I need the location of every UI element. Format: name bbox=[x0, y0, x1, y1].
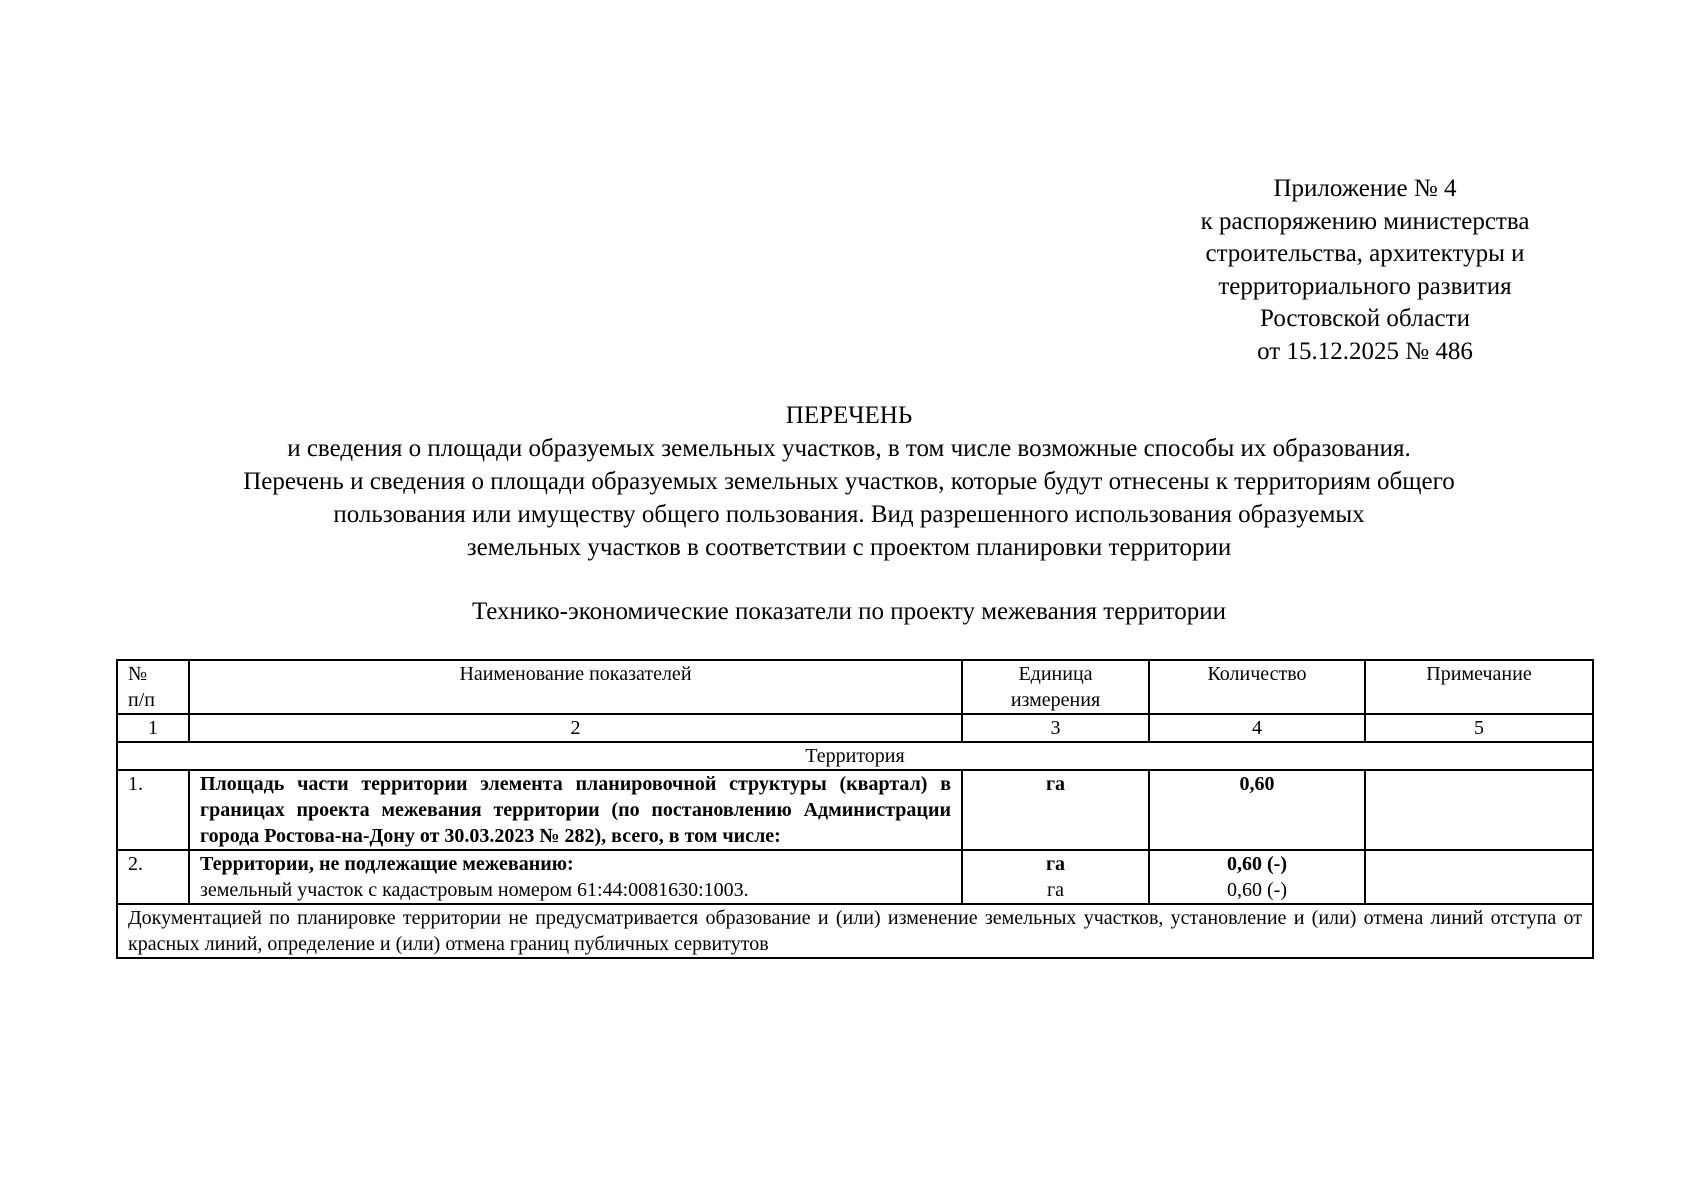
footnote-row bbox=[117, 904, 1593, 958]
header-num bbox=[117, 660, 189, 714]
row-sub-unit: га bbox=[1046, 879, 1065, 901]
appendix-line: к распоряжению министерства bbox=[1200, 207, 1530, 235]
heading-line: земельных участков в соответствии с проектом планировки территории bbox=[466, 534, 1232, 561]
section-label: Территория bbox=[117, 742, 1593, 770]
header-name: Наименование показателей bbox=[189, 660, 962, 714]
appendix-line: территориального развития bbox=[1218, 272, 1512, 300]
row-name: Площадь части территории элемента планировочной структуры (квартал) в границах проекта межевания территории (по постановлению Администрации города Ростова-на-Дону от 30.03.2023 № 282), всего, в том числе: bbox=[189, 770, 962, 850]
row-qty: 0,60 (-) bbox=[1227, 853, 1287, 875]
header-unit-line1: Единица bbox=[1018, 663, 1093, 685]
table-row bbox=[117, 850, 1593, 904]
appendix-line: Ростовской области bbox=[1260, 305, 1470, 332]
col-number: 4 bbox=[1149, 714, 1365, 742]
appendix-line: от 15.12.2025 № 486 bbox=[1257, 337, 1473, 365]
col-number: 5 bbox=[1365, 714, 1593, 742]
heading-title: ПЕРЕЧЕНЬ bbox=[785, 402, 913, 429]
row-qty-cell bbox=[1149, 850, 1365, 904]
row-num: 2. bbox=[117, 850, 189, 904]
header-qty: Количество bbox=[1149, 660, 1365, 714]
row-note bbox=[1365, 770, 1593, 850]
header-note: Примечание bbox=[1365, 660, 1593, 714]
header-unit bbox=[962, 660, 1149, 714]
row-unit-cell bbox=[962, 850, 1149, 904]
section-row bbox=[117, 742, 1593, 770]
header-num-line1: № bbox=[128, 663, 148, 685]
appendix-line: строительства, архитектуры и bbox=[1205, 240, 1525, 267]
col-number: 1 bbox=[117, 714, 189, 742]
row-sub-name: земельный участок с кадастровым номером 61:44:0081630:1003. bbox=[200, 879, 749, 901]
appendix-line: Приложение № 4 bbox=[1273, 175, 1457, 202]
header-unit-line2: измерения bbox=[1010, 689, 1101, 711]
row-num: 1. bbox=[117, 770, 189, 850]
column-numbers-row bbox=[117, 714, 1593, 742]
table-header-row bbox=[117, 660, 1593, 714]
appendix-header bbox=[1160, 173, 1570, 368]
row-unit: га bbox=[962, 770, 1149, 850]
col-number: 2 bbox=[189, 714, 962, 742]
table-subtitle: Технико-экономические показатели по проекту межевания территории bbox=[471, 598, 1227, 625]
row-sub-qty: 0,60 (-) bbox=[1227, 879, 1287, 901]
row-qty: 0,60 bbox=[1149, 770, 1365, 850]
table-row bbox=[117, 770, 1593, 850]
heading-line: и сведения о площади образуемых земельных участков, в том числе возможные способы их образования. bbox=[287, 435, 1411, 462]
document-heading bbox=[0, 399, 1698, 564]
row-name-cell bbox=[189, 850, 962, 904]
heading-line: Перечень и сведения о площади образуемых земельных участков, которые будут отнесены к территориям общего bbox=[243, 468, 1455, 495]
indicators-table bbox=[116, 659, 1594, 959]
row-note bbox=[1365, 850, 1593, 904]
row-unit: га bbox=[1045, 853, 1066, 875]
heading-line: пользования или имуществу общего пользования. Вид разрешенного использования образуемых bbox=[333, 501, 1365, 528]
header-num-line2: п/п bbox=[128, 689, 155, 711]
col-number: 3 bbox=[962, 714, 1149, 742]
row-name: Территории, не подлежащие межеванию: bbox=[200, 853, 574, 875]
footnote-text: Документацией по планировке территории не предусматривается образование и (или) изменение земельных участков, установление и (или) отмена линий отступа от красных линий, определение и (или) отмена границ публичных сервитутов bbox=[117, 904, 1593, 958]
